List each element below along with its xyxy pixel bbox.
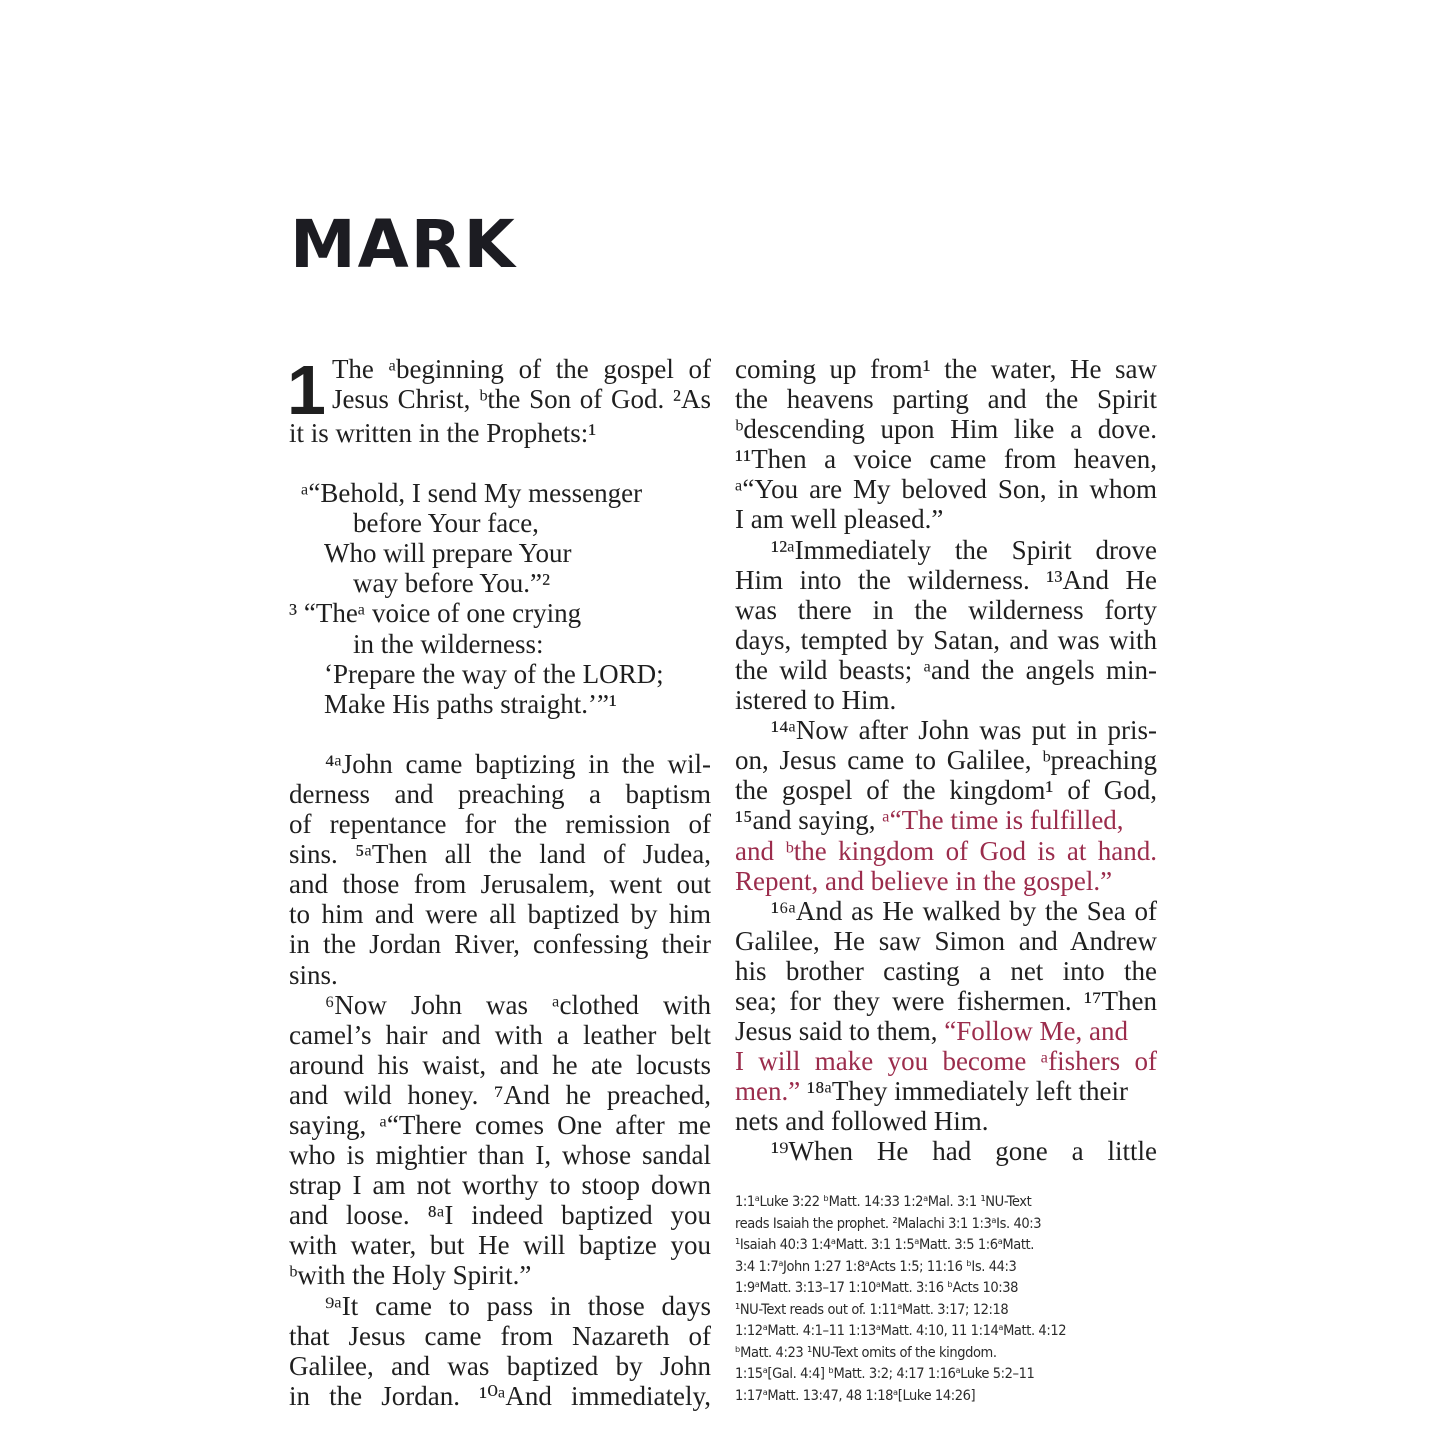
text-line bbox=[735, 1076, 1157, 1106]
footnote-line: ¹NU-Text reads out of. 1:11ᵃMatt. 3:17; 12:18 bbox=[735, 1301, 1009, 1318]
text-line: coming up from¹ the water, He saw bbox=[735, 354, 1157, 384]
words-of-jesus-line: and ᵇthe kingdom of God is at hand. bbox=[735, 835, 1157, 866]
footnote-line: 1:17ᵃMatt. 13:47, 48 1:18ᵃ[Luke 14:26] bbox=[735, 1387, 976, 1404]
text-line: the heavens parting and the Spirit bbox=[735, 384, 1157, 415]
text-line: ⁶Now John was ᵃclothed with bbox=[325, 989, 711, 1020]
text-line: ⁹ᵃIt came to pass in those days bbox=[325, 1290, 711, 1321]
text-line: his brother casting a net into the bbox=[735, 955, 1157, 986]
text-line: Him into the wilderness. ¹³And He bbox=[735, 564, 1157, 595]
text-line: ¹²ᵃImmediately the Spirit drove bbox=[771, 534, 1157, 565]
text-line: it is written in the Prophets:¹ bbox=[289, 418, 597, 448]
words-of-jesus: “Follow Me, and bbox=[944, 1016, 1128, 1047]
footnote-line: 3:4 1:7ᵃJohn 1:27 1:8ᵃActs 1:5; 11:16 ᵇIs. 44:3 bbox=[735, 1258, 1017, 1275]
text-line: Galilee, and was baptized by John bbox=[289, 1350, 711, 1381]
text-line: the wild beasts; ᵃand the angels min- bbox=[735, 654, 1157, 685]
text-line bbox=[735, 805, 1157, 835]
text-line: ¹⁶ᵃAnd as He walked by the Sea of bbox=[771, 895, 1157, 926]
text-line: Jesus Christ, ᵇthe Son of God. ²As bbox=[331, 384, 711, 415]
text-line: ᵇwith the Holy Spirit.” bbox=[289, 1260, 532, 1291]
text-line: and loose. ⁸ᵃI indeed baptized you bbox=[289, 1200, 711, 1231]
text-line: ¹⁴ᵃNow after John was put in pris- bbox=[771, 715, 1157, 746]
words-of-jesus-line: I will make you become ᵃfishers of bbox=[735, 1046, 1157, 1077]
text-line: to him and were all baptized by him bbox=[289, 899, 711, 930]
text-line: derness and preaching a baptism bbox=[289, 778, 711, 809]
left-column bbox=[287, 351, 711, 1411]
text-line: nets and followed Him. bbox=[735, 1106, 989, 1137]
footnotes bbox=[735, 1192, 1160, 1407]
verse-text: Jesus said to them, bbox=[735, 1016, 945, 1047]
poetry-line: before Your face, bbox=[353, 508, 539, 539]
poetry-line: Make His paths straight.’”¹ bbox=[324, 688, 618, 719]
text-line: ᵇdescending upon Him like a dove. bbox=[735, 414, 1157, 445]
text-line: in the Jordan River, confessing their bbox=[289, 929, 711, 960]
text-line: on, Jesus came to Galilee, ᵇpreaching bbox=[735, 745, 1157, 776]
footnote-line: ᵇMatt. 4:23 ¹NU-Text omits of the kingdom. bbox=[735, 1344, 997, 1361]
text-line: was there in the wilderness forty bbox=[735, 594, 1157, 625]
poetry-line: in the wilderness: bbox=[353, 628, 544, 659]
text-line: sins. ⁵ᵃThen all the land of Judea, bbox=[289, 839, 711, 870]
text-line: the gospel of the kingdom¹ of God, bbox=[735, 775, 1157, 806]
text-line: that Jesus came from Nazareth of bbox=[289, 1320, 711, 1351]
text-line bbox=[735, 1016, 1157, 1046]
poetry-line: Who will prepare Your bbox=[324, 538, 572, 569]
text-line: sea; for they were fishermen. ¹⁷Then bbox=[735, 985, 1157, 1016]
text-line: ⁴ᵃJohn came baptizing in the wil- bbox=[325, 748, 711, 779]
words-of-jesus: men.” bbox=[735, 1076, 801, 1107]
text-line: and wild honey. ⁷And he preached, bbox=[289, 1079, 711, 1110]
blank-line bbox=[289, 719, 711, 749]
text-line: sins. bbox=[289, 959, 338, 990]
words-of-jesus: ᵃ“The time is fulfilled, bbox=[882, 805, 1124, 836]
footnote-line: 1:12ᵃMatt. 4:1–11 1:13ᵃMatt. 4:10, 11 1:14ᵃMatt. 4:12 bbox=[735, 1323, 1067, 1339]
text-line: strap I am not worthy to stoop down bbox=[289, 1170, 711, 1201]
footnote-line: 1:1ᵃLuke 3:22 ᵇMatt. 14:33 1:2ᵃMal. 3:1 ¹NU-Text bbox=[735, 1194, 1032, 1210]
footnote-line: 1:9ᵃMatt. 3:13–17 1:10ᵃMatt. 3:16 ᵇActs 10:38 bbox=[735, 1280, 1019, 1296]
poetry-line: way before You.”² bbox=[353, 568, 551, 599]
text-line: istered to Him. bbox=[735, 685, 897, 716]
text-line: I am well pleased.” bbox=[735, 504, 944, 535]
poetry-line: ᵃ“Behold, I send My messenger bbox=[301, 478, 643, 509]
text-line: days, tempted by Satan, and was with bbox=[735, 624, 1157, 655]
text-line: saying, ᵃ“There comes One after me bbox=[289, 1109, 711, 1140]
text-line: around his waist, and he ate locusts bbox=[289, 1049, 711, 1080]
right-column bbox=[735, 354, 1157, 1167]
text-line: Galilee, He saw Simon and Andrew bbox=[735, 925, 1157, 956]
text-line: ¹⁹When He had gone a little bbox=[771, 1136, 1157, 1167]
footnote-line: 1:15ᵃ[Gal. 4:4] ᵇMatt. 3:2; 4:17 1:16ᵃLuke 5:2–11 bbox=[735, 1366, 1035, 1382]
text-line: who is mightier than I, whose sandal bbox=[289, 1140, 711, 1171]
footnote-line: ¹Isaiah 40:3 1:4ᵃMatt. 3:1 1:5ᵃMatt. 3:5 1:6ᵃMatt. bbox=[735, 1237, 1035, 1253]
text-line: The ᵃbeginning of the gospel of bbox=[331, 354, 711, 384]
chapter-number: 1 bbox=[287, 351, 326, 429]
poetry-line: ‘Prepare the way of the LORD; bbox=[324, 658, 664, 689]
text-line: of repentance for the remission of bbox=[289, 809, 711, 840]
words-of-jesus-line: Repent, and believe in the gospel.” bbox=[735, 865, 1113, 896]
text-line: camel’s hair and with a leather belt bbox=[289, 1019, 711, 1050]
text-line: in the Jordan. ¹⁰ᵃAnd immediately, bbox=[289, 1380, 711, 1411]
text-line: ¹¹Then a voice came from heaven, bbox=[735, 444, 1157, 475]
footnote-line: reads Isaiah the prophet. ²Malachi 3:1 1:3ᵃIs. 40:3 bbox=[735, 1215, 1042, 1232]
blank-line bbox=[289, 448, 711, 478]
verse-text: ¹⁸ᵃThey immediately left their bbox=[800, 1076, 1129, 1107]
text-line: with water, but He will baptize you bbox=[289, 1230, 711, 1261]
text-line: and those from Jerusalem, went out bbox=[289, 869, 711, 900]
book-title: MARK bbox=[290, 206, 517, 283]
verse-text: ¹⁵and saying, bbox=[735, 805, 883, 836]
poetry-line: ³ “Theᵃ voice of one crying bbox=[289, 598, 582, 629]
text-line: ᵃ“You are My beloved Son, in whom bbox=[735, 474, 1157, 505]
